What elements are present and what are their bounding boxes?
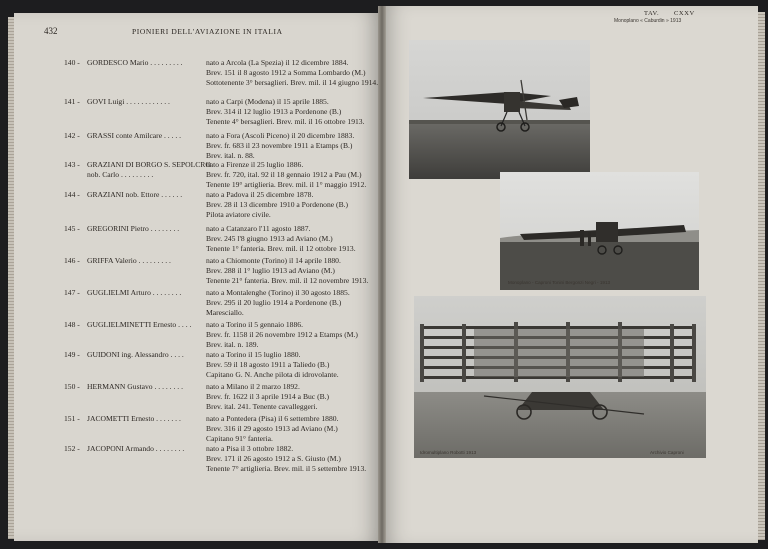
- pilot-name: JACOMETTI Ernesto . . . . . . .: [87, 414, 181, 423]
- detail-line: Capitano G. N. Anche pilota di idrovolante.: [206, 370, 339, 380]
- detail-line: nato a Milano il 2 marzo 1892.: [206, 382, 300, 391]
- detail-line: nato a Fora (Ascoli Piceno) il 20 dicembre 1883.: [206, 131, 355, 140]
- pilot-name: GUGLIELMINETTI Ernesto . . . .: [87, 320, 192, 329]
- plate-number: CXXV: [674, 10, 695, 17]
- detail-line: nato a Catanzaro l'11 agosto 1887.: [206, 224, 311, 233]
- multiplane-image: [414, 296, 706, 458]
- entry-details: [206, 320, 376, 351]
- pilot-name: GUGLIELMI Arturo . . . . . . . .: [87, 288, 182, 297]
- pilot-name: GOVI Luigi . . . . . . . . . . . .: [87, 97, 170, 106]
- caption-top: Monoplano « Caburdin » 1913: [614, 18, 682, 24]
- pilot-name: GORDESCO Mario . . . . . . . . .: [87, 58, 183, 67]
- page-number: 432: [44, 26, 58, 36]
- detail-line: Brev. fr. 720, ital. 92 il 18 gennaio 1912 a Pau (M.): [206, 170, 362, 180]
- detail-line: Brev. 316 il 29 agosto 1913 ad Aviano (M.): [206, 424, 338, 434]
- entry-number: 143 -: [64, 160, 80, 169]
- pilot-name: GRAZIANI DI BORGO S. SEPOLCRO: [87, 160, 211, 169]
- entry-details: [206, 382, 376, 413]
- entry-number: 151 -: [64, 414, 80, 423]
- entry-number: 152 -: [64, 444, 80, 453]
- detail-line: Maresciallo.: [206, 308, 244, 318]
- detail-line: nato a Torino il 15 luglio 1880.: [206, 350, 301, 359]
- entry-details: [206, 224, 376, 255]
- caption-bottom-right: Archivio Caproni: [650, 450, 684, 455]
- plate: [382, 6, 758, 543]
- entry-number: 140 -: [64, 58, 80, 67]
- detail-line: nato a Arcola (La Spezia) il 12 dicembre 1884.: [206, 58, 349, 67]
- detail-line: Brev. 28 il 13 dicembre 1910 a Pordenone (B.): [206, 200, 349, 210]
- pilot-name: GUIDONI ing. Alessandro . . . .: [87, 350, 184, 359]
- detail-line: Sottotenente 3° bersaglieri. Brev. mil. il 14 giugno 1914.: [206, 78, 379, 88]
- pilot-name: GRIFFA Valerio . . . . . . . . .: [87, 256, 171, 265]
- pilot-name-cont: nob. Carlo . . . . . . . . .: [87, 170, 154, 179]
- pilot-name: JACOPONI Armando . . . . . . . .: [87, 444, 185, 453]
- entry-details: [206, 190, 376, 221]
- entry-number: 141 -: [64, 97, 80, 106]
- photo-monoplane-caproni: [500, 172, 699, 290]
- plate-label: TAV.: [644, 10, 660, 17]
- detail-line: nato a Firenze il 25 luglio 1886.: [206, 160, 304, 169]
- detail-line: nato a Montalenghe (Torino) il 30 agosto 1885.: [206, 288, 350, 297]
- detail-line: Brev. ital. n. 189.: [206, 340, 259, 350]
- entry-details: [206, 58, 379, 89]
- detail-line: Brev. fr. 1158 il 26 novembre 1912 a Etamps (M.): [206, 330, 358, 340]
- detail-line: Tenente 19° artiglieria. Brev. mil. il 1° maggio 1912.: [206, 180, 367, 190]
- entry-details: [206, 288, 376, 319]
- caption-mid: Monoplano - Caproni Tonini Bergonzi Negri - 1913: [508, 280, 611, 285]
- pilot-name: HERMANN Gustavo . . . . . . . .: [87, 382, 183, 391]
- detail-line: nato a Pontedera (Pisa) il 6 settembre 1880.: [206, 414, 339, 423]
- detail-line: nato a Pisa il 3 ottobre 1882.: [206, 444, 294, 453]
- detail-line: nato a Carpi (Modena) il 15 aprile 1885.: [206, 97, 329, 106]
- entry-details: [206, 131, 376, 162]
- entry-details: [206, 256, 376, 287]
- detail-line: Tenente 21° fanteria. Brev. mil. il 12 novembre 1913.: [206, 276, 369, 286]
- detail-line: Brev. 171 il 26 agosto 1912 a S. Giusto (M.): [206, 454, 341, 464]
- entry-number: 142 -: [64, 131, 80, 140]
- detail-line: Brev. ital. n. 88.: [206, 151, 255, 161]
- running-title: PIONIERI DELL'AVIAZIONE IN ITALIA: [132, 27, 283, 36]
- detail-line: nato a Chiomonte (Torino) il 14 aprile 1880.: [206, 256, 341, 265]
- entry-details: [206, 160, 376, 191]
- entry-number: 149 -: [64, 350, 80, 359]
- detail-line: Capitano 91° fanteria.: [206, 434, 273, 444]
- detail-line: Brev. 314 il 12 luglio 1913 a Pordenone (B.): [206, 107, 342, 117]
- plate-header: [382, 6, 758, 36]
- entry-number: 147 -: [64, 288, 80, 297]
- entry-details: [206, 97, 376, 128]
- photo-monoplane-caburdin: [409, 40, 590, 179]
- monoplane-image: [409, 40, 590, 179]
- detail-line: Tenente 7° artiglieria. Brev. mil. il 5 settembre 1913.: [206, 464, 367, 474]
- caption-bottom-left: Idromultiplano Robotti 1913: [420, 450, 477, 455]
- detail-line: Brev. fr. 1622 il 3 aprile 1914 a Buc (B.): [206, 392, 330, 402]
- entry-number: 145 -: [64, 224, 80, 233]
- entry-number: 150 -: [64, 382, 80, 391]
- entry-details: [206, 350, 376, 381]
- detail-line: Pilota aviatore civile.: [206, 210, 271, 220]
- detail-line: Tenente 4° bersaglieri. Brev. mil. il 16 ottobre 1913.: [206, 117, 365, 127]
- detail-line: Brev. 288 il 1° luglio 1913 ad Aviano (M.): [206, 266, 335, 276]
- entry-number: 146 -: [64, 256, 80, 265]
- detail-line: Brev. 59 il 18 agosto 1911 a Taliedo (B.): [206, 360, 330, 370]
- detail-line: Brev. 245 l'8 giugno 1913 ad Aviano (M.): [206, 234, 333, 244]
- detail-line: nato a Padova il 25 dicembre 1878.: [206, 190, 314, 199]
- detail-line: nato a Torino il 5 gennaio 1886.: [206, 320, 303, 329]
- photo-idromultiplano: [414, 296, 706, 458]
- detail-line: Brev. 295 il 20 luglio 1914 a Pordenone (B.): [206, 298, 342, 308]
- entry-details: [206, 444, 376, 475]
- pilot-name: GRASSI conte Amilcare . . . . .: [87, 131, 182, 140]
- entry-number: 148 -: [64, 320, 80, 329]
- detail-line: Brev. 151 il 8 agosto 1912 a Somma Lombardo (M.): [206, 68, 366, 78]
- entry-details: [206, 414, 376, 445]
- detail-line: Brev. fr. 683 il 23 novembre 1911 a Etamps (B.): [206, 141, 353, 151]
- detail-line: Brev. ital. 241. Tenente cavalleggeri.: [206, 402, 318, 412]
- left-page-header: [44, 26, 364, 40]
- entry-number: 144 -: [64, 190, 80, 199]
- detail-line: Tenente 1° fanteria. Brev. mil. il 12 ottobre 1913.: [206, 244, 356, 254]
- pilot-name: GRAZIANI nob. Ettore . . . . . .: [87, 190, 183, 199]
- caproni-image: [500, 172, 699, 290]
- pilot-name: GREGORINI Pietro . . . . . . . .: [87, 224, 180, 233]
